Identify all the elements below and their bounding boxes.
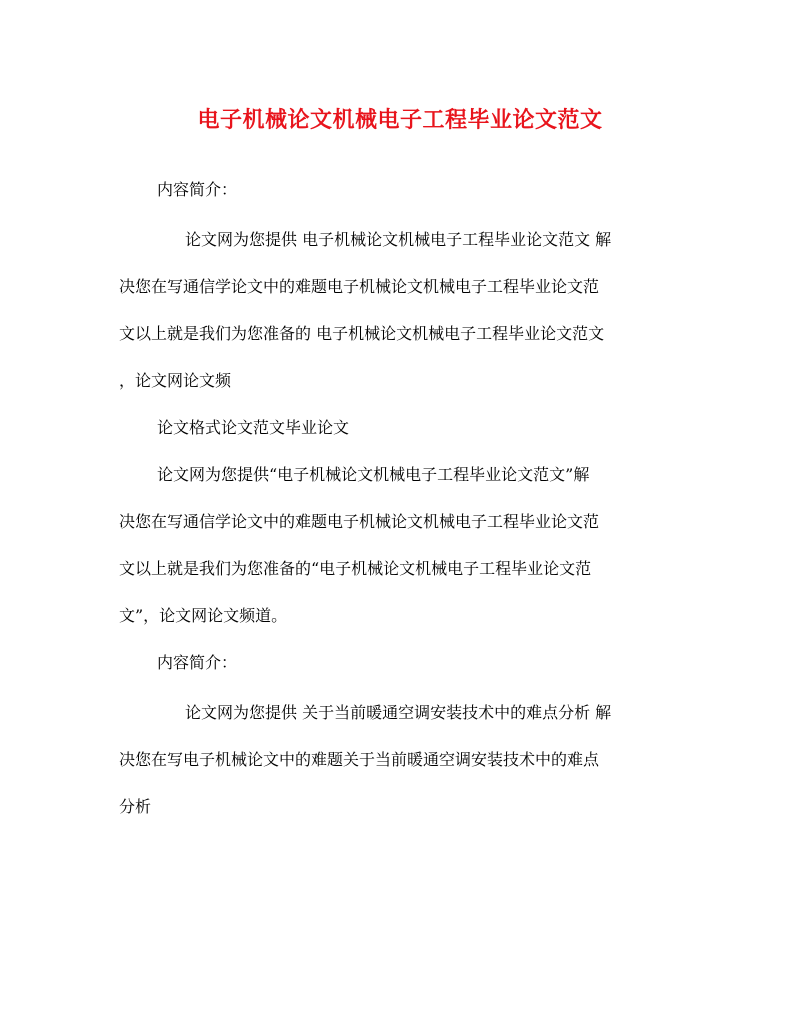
paragraph-2-line-3: 文以上就是我们为您准备的“电子机械论文机械电子工程毕业论文范	[119, 559, 592, 578]
summary-heading-2: 内容简介：	[157, 653, 238, 672]
paragraph-3-line-3: 分析	[119, 797, 152, 816]
paragraph-2-line-2: 决您在写通信学论文中的难题电子机械论文机械电子工程毕业论文范	[119, 512, 600, 531]
paragraph-3-line-1: 论文网为您提供 关于当前暖通空调安装技术中的难点分析 解	[185, 703, 612, 722]
paragraph-2-line-4: 文”，论文网论文频道。	[119, 606, 288, 625]
paragraph-2-line-1: 论文网为您提供“电子机械论文机械电子工程毕业论文范文”解	[157, 465, 590, 484]
paragraph-1-line-4: ，论文网论文频	[119, 371, 232, 390]
paragraph-1-line-3: 文以上就是我们为您准备的 电子机械论文机械电子工程毕业论文范文	[119, 324, 605, 343]
format-subheading: 论文格式论文范文毕业论文	[157, 418, 350, 437]
summary-heading-1: 内容简介：	[157, 180, 238, 199]
paragraph-1-line-1: 论文网为您提供 电子机械论文机械电子工程毕业论文范文 解	[185, 230, 612, 249]
paragraph-3-line-2: 决您在写电子机械论文中的难题关于当前暖通空调安装技术中的难点	[119, 750, 600, 769]
paragraph-1-line-2: 决您在写通信学论文中的难题电子机械论文机械电子工程毕业论文范	[119, 277, 600, 296]
document-title: 电子机械论文机械电子工程毕业论文范文	[197, 107, 603, 133]
